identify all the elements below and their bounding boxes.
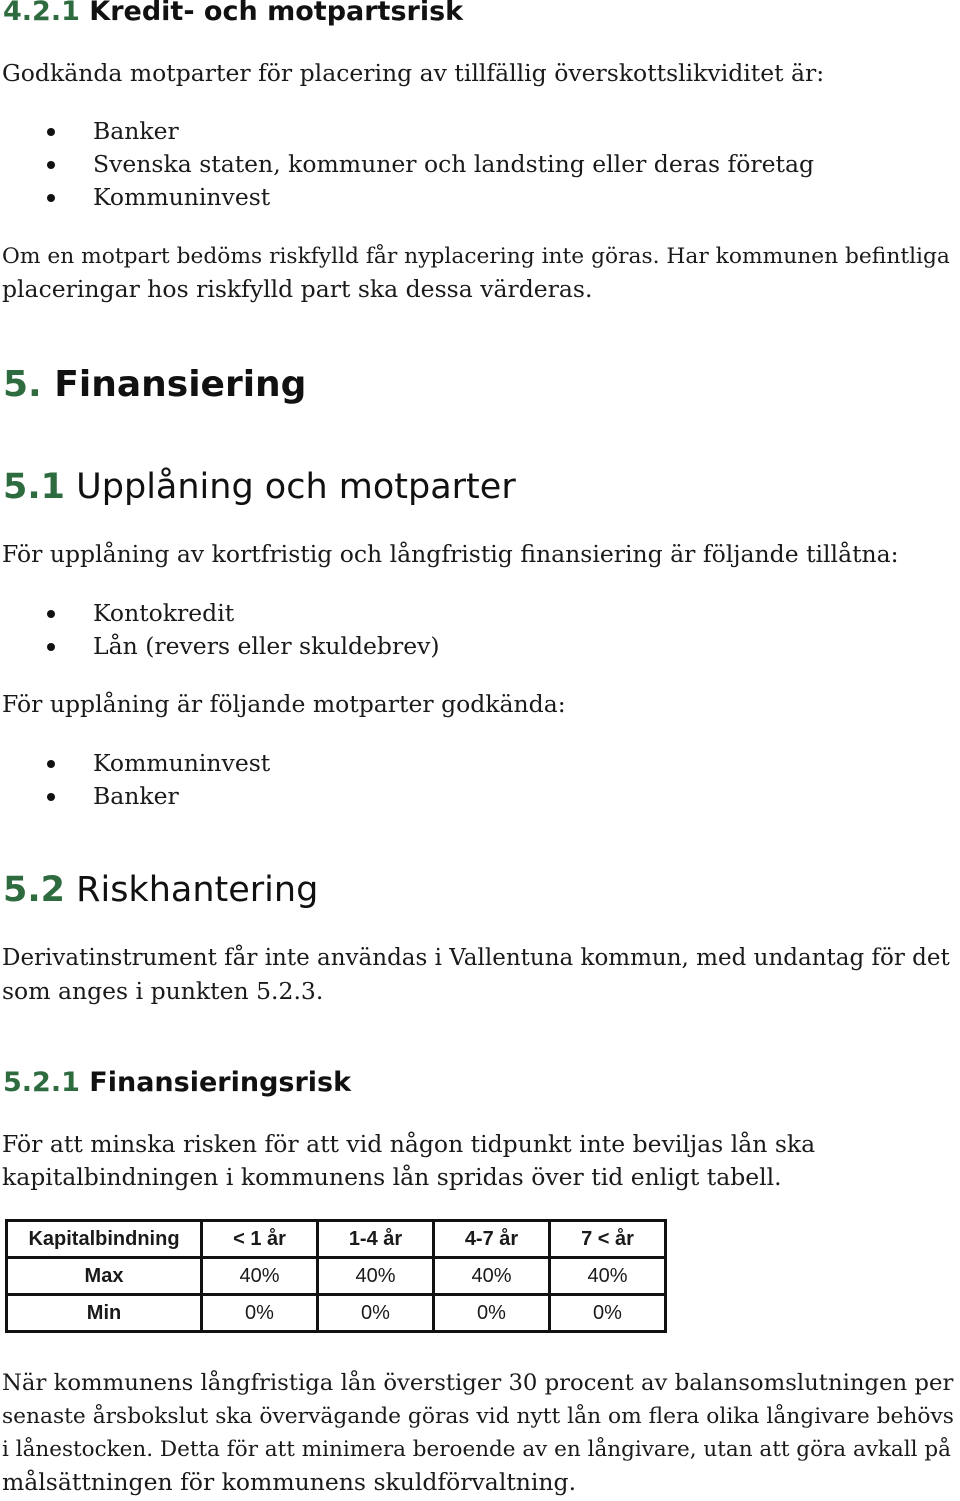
heading-number: 4.2.1 (3, 0, 80, 27)
table-row-label: Max (7, 1258, 202, 1295)
list-item: Banker (0, 780, 270, 813)
financing-risk-paragraph-line: kapitalbindningen i kommunens lån spridas över tid enligt tabell. (2, 1163, 782, 1191)
borrowing-counterparties-list (0, 747, 270, 813)
bullet-icon (47, 760, 55, 768)
table-row (7, 1295, 666, 1332)
table-cell: 0% (434, 1295, 550, 1332)
counterparty-list (0, 115, 814, 214)
heading-5-1 (3, 467, 516, 507)
list-item: Kommuninvest (0, 181, 814, 214)
table-header-cell: 7 < år (550, 1221, 666, 1258)
risk-paragraph-line: placeringar hos riskfylld part ska dessa värderas. (2, 275, 593, 303)
heading-4-2-1 (3, 0, 463, 27)
heading-title: Upplåning och motparter (76, 467, 516, 507)
borrowing-intro: För upplåning av kortfristig och långfristig finansiering är följande tillåtna: (2, 540, 899, 568)
heading-number: 5.2.1 (3, 1067, 80, 1098)
table-header-cell: 1-4 år (318, 1221, 434, 1258)
bullet-icon (47, 194, 55, 202)
bullet-icon (47, 643, 55, 651)
heading-5-2-1 (3, 1067, 351, 1098)
derivatives-paragraph-line: Derivatinstrument får inte användas i Vallentuna kommun, med undantag för det (2, 945, 950, 971)
table-cell: 0% (202, 1295, 318, 1332)
closing-paragraph-line: målsättningen för kommunens skuldförvaltning. (2, 1468, 577, 1496)
table-row-label: Min (7, 1295, 202, 1332)
bullet-icon (47, 128, 55, 136)
table-row (7, 1258, 666, 1295)
closing-paragraph-line: senaste årsbokslut ska övervägande göras vid nytt lån om flera olika långivare behövs (2, 1404, 954, 1429)
list-item: Lån (revers eller skuldebrev) (0, 630, 440, 663)
financing-risk-paragraph-line: För att minska risken för att vid någon tidpunkt inte beviljas lån ska (2, 1130, 816, 1158)
table-cell: 40% (202, 1258, 318, 1295)
table-header-row (7, 1221, 666, 1258)
heading-5-2 (3, 870, 318, 910)
counterparties-intro: För upplåning är följande motparter godkända: (2, 690, 566, 718)
heading-number: 5.2 (3, 870, 66, 910)
derivatives-paragraph-line: som anges i punkten 5.2.3. (2, 977, 324, 1005)
intro-paragraph: Godkända motparter för placering av tillfällig överskottslikviditet är: (2, 59, 825, 87)
borrowing-types-list (0, 597, 440, 663)
heading-title: Kredit- och motpartsrisk (89, 0, 464, 27)
heading-number: 5.1 (3, 467, 66, 507)
table-cell: 40% (318, 1258, 434, 1295)
list-item: Banker (0, 115, 814, 148)
heading-title: Finansieringsrisk (89, 1067, 352, 1098)
table-header-cell: Kapitalbindning (7, 1221, 202, 1258)
table-cell: 40% (550, 1258, 666, 1295)
capital-binding-table (5, 1219, 667, 1333)
risk-paragraph-line: Om en motpart bedöms riskfylld får nyplacering inte göras. Har kommunen befintliga (2, 244, 950, 269)
bullet-icon (47, 610, 55, 618)
heading-5 (3, 364, 306, 405)
list-item: Kommuninvest (0, 747, 270, 780)
list-item: Svenska staten, kommuner och landsting eller deras företag (0, 148, 814, 181)
heading-title: Finansiering (54, 364, 307, 405)
table-cell: 40% (434, 1258, 550, 1295)
bullet-icon (47, 161, 55, 169)
table-header-cell: 4-7 år (434, 1221, 550, 1258)
closing-paragraph-line: När kommunens långfristiga lån överstiger 30 procent av balansomslutningen per (2, 1370, 954, 1396)
list-item: Kontokredit (0, 597, 440, 630)
table-cell: 0% (318, 1295, 434, 1332)
closing-paragraph-line: i lånestocken. Detta för att minimera beroende av en långivare, utan att göra avkall på (2, 1437, 951, 1462)
bullet-icon (47, 793, 55, 801)
heading-number: 5. (3, 364, 42, 405)
table-cell: 0% (550, 1295, 666, 1332)
heading-title: Riskhantering (76, 870, 319, 910)
table-header-cell: < 1 år (202, 1221, 318, 1258)
